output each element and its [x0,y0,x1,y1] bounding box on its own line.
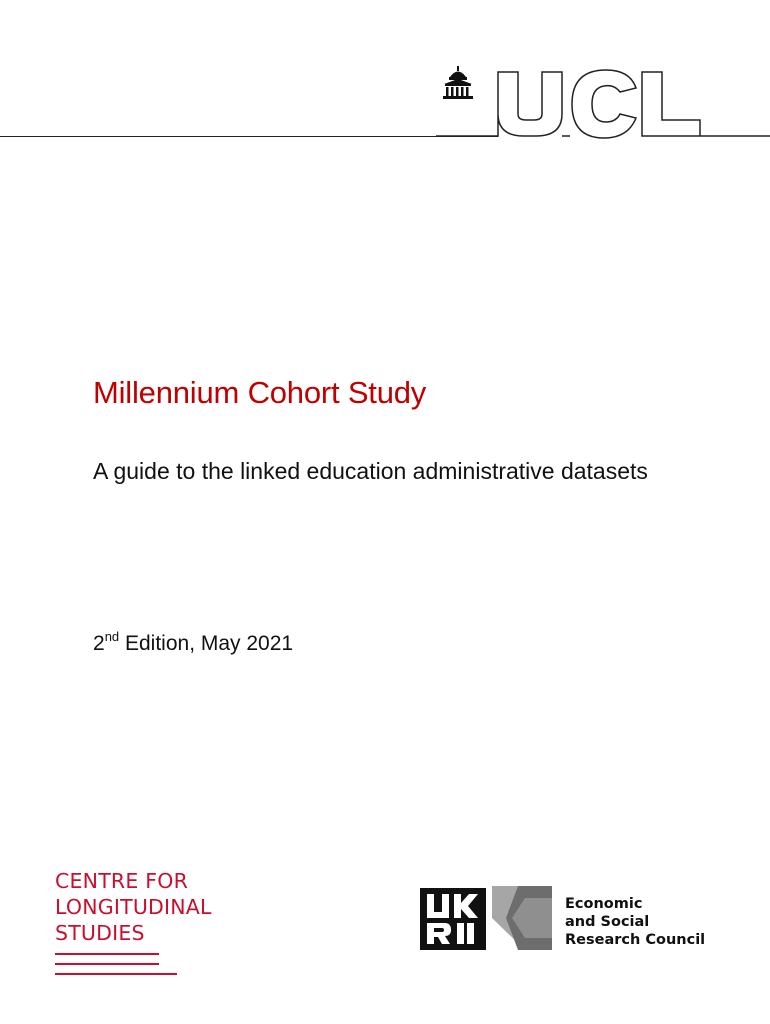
esrc-logo-line3: Research Council [565,932,706,948]
edition-date: Edition, May 2021 [119,632,294,655]
esrc-logo-line1: Economic [565,896,643,912]
edition-suffix: nd [104,629,120,644]
edition-ordinal: 2 [93,632,105,655]
cls-logo-line1: CENTRE FOR [55,869,189,893]
document-subtitle: A guide to the linked education administrative datasets [93,458,648,484]
portico-icon [443,66,473,99]
header-rule [0,136,498,137]
edition-line [93,629,294,656]
cls-logo-lines [55,953,185,975]
cls-logo-line3: STUDIES [55,921,145,945]
cls-logo [55,868,255,946]
esrc-logo-line2: and Social [565,914,650,930]
cls-logo-line2: LONGITUDINAL [55,895,212,919]
ukri-mark [420,880,555,955]
esrc-logo-text [565,895,705,949]
ucl-logo [436,62,770,142]
esrc-logo [420,880,720,955]
document-title: Millennium Cohort Study [93,375,427,410]
